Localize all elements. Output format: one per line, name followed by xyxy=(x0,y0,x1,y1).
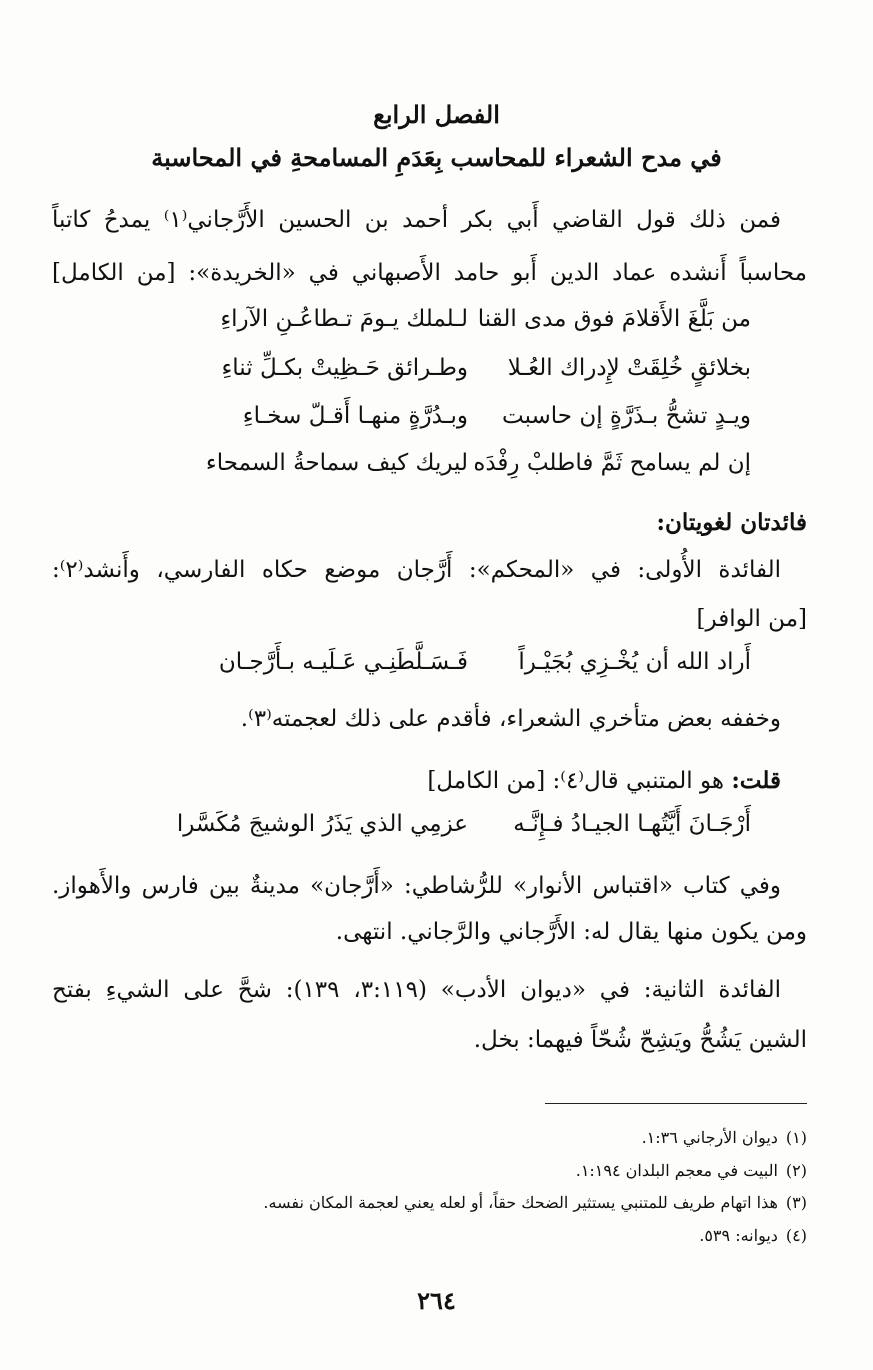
benefit1-continuation: وخففه بعض متأخري الشعراء، فأقدم على ذلك لعجمته⁽٣⁾. xyxy=(240,706,781,732)
footnote-1-text: ديوان الأرجاني ١:٣٦. xyxy=(641,1128,778,1147)
footnote-1 xyxy=(60,1126,807,1150)
footnote-3-text: هذا اتهام طريف للمتنبي يستثير الضحك حقاً، أو لعله يعني لعجمة المكان نفسه. xyxy=(263,1193,778,1212)
footnote-4 xyxy=(60,1224,807,1248)
chapter-subtitle: في مدح الشعراء للمحاسب بِعَدَمِ المسامحةِ في المحاسبة xyxy=(151,143,722,172)
poem1-verse-2 xyxy=(108,352,751,384)
poem2-verse xyxy=(108,646,751,678)
benefit1-line-1: الفائدة الأُولى: في «المحكم»: أَرَّجان موضع حكاه الفارسي، وأَنشد⁽٢⁾: xyxy=(52,557,781,583)
benefit2-line-1: الفائدة الثانية: في «ديوان الأدب» (٣:١١٩، ١٣٩): شحَّ على الشيءِ بفتح xyxy=(52,977,781,1003)
iqtibas-line-2: ومن يكون منها يقال له: الأَرَّجاني والرَّجاني. انتهى. xyxy=(335,919,807,945)
poem3-first-hemistich: أَرْجَـانَ أَيَّتُهـا الجيـادُ فـإِنَّـه xyxy=(513,811,751,837)
intro-line-1: فمن ذلك قول القاضي أَبي بكر أحمد بن الحسين الأَرَّجاني⁽١⁾ يمدحُ كاتباً xyxy=(52,207,781,233)
poem1-verse-1-first-hemistich: من بَلَّغَ الأَقلامَ فوق مدى القنا xyxy=(477,306,751,332)
footnote-4-number: (٤) xyxy=(785,1226,807,1245)
poem1-verse-1 xyxy=(108,303,751,335)
footnote-2-number: (٢) xyxy=(785,1161,807,1180)
poem1-verse-3 xyxy=(108,400,751,432)
poem1-verse-3-second-hemistich: وبـدُرَّةٍ منهـا أَقـلّ سخـاءِ xyxy=(242,403,468,429)
qultu-line xyxy=(52,766,781,796)
iqtibas-line-1: وفي كتاب «اقتباس الأنوار» للرُّشاطي: «أَرَّجان» مدينةٌ بين فارس والأَهواز. xyxy=(52,873,781,899)
poem1-verse-4-first-hemistich: إن لم يسامح ثَمَّ فاطلبْ رِفْدَه xyxy=(473,450,751,476)
footnote-2 xyxy=(60,1159,807,1183)
footnote-3-number: (٣) xyxy=(785,1193,807,1212)
footnote-4-text: ديوانه: ٥٣٩. xyxy=(699,1226,778,1245)
poem3-verse xyxy=(108,808,751,840)
benefit1-meter: [من الوافر] xyxy=(696,606,807,632)
poem1-verse-1-second-hemistich: لـلملك يـومَ تـطاعُـنِ الآراءِ xyxy=(220,306,468,332)
footnote-2-text: البيت في معجم البلدان ١:١٩٤. xyxy=(575,1161,778,1180)
footnote-3 xyxy=(60,1191,807,1215)
poem1-verse-2-first-hemistich: بخلائقٍ خُلِقَتْ لإِدراك العُـلا xyxy=(507,355,751,381)
footnote-separator xyxy=(545,1103,807,1104)
poem2-second-hemistich: فَـسَـلَّطَنِـي عَـلَيـه بـأَرَّجـان xyxy=(218,649,468,675)
poem2-first-hemistich: أَراد الله أن يُخْـزِي بُجَيْـراً xyxy=(518,649,751,675)
poem1-verse-2-second-hemistich: وطـرائق حَـظِيتْ بكـلِّ ثناءِ xyxy=(221,355,468,381)
poem1-verse-4-second-hemistich: ليريك كيف سماحةُ السمحاء xyxy=(205,450,468,476)
qultu-text: هو المتنبي قال⁽٤⁾: [من الكامل] xyxy=(427,768,724,794)
footnote-1-number: (١) xyxy=(785,1128,807,1147)
poem3-second-hemistich: عزمِي الذي يَذَرُ الوشيجَ مُكَسَّرا xyxy=(176,811,468,837)
intro-line-2: محاسباً أَنشده عماد الدين أَبو حامد الأَصبهاني في «الخريدة»: [من الكامل] xyxy=(52,260,807,286)
section-heading: فائدتان لغويتان: xyxy=(656,509,807,536)
poem1-verse-4 xyxy=(108,447,751,479)
benefit2-line-2: الشين يَشُحُّ ويَشِحّ شُحّاً فيهما: بخل. xyxy=(473,1027,807,1053)
qultu-label: قلت: xyxy=(731,767,781,794)
chapter-title: الفصل الرابع xyxy=(373,100,500,129)
page-number: ٢٦٤ xyxy=(417,1286,456,1315)
poem1-verse-3-first-hemistich: ويـدٍ تشحُّ بـذَرَّةٍ إن حاسبت xyxy=(501,403,751,429)
